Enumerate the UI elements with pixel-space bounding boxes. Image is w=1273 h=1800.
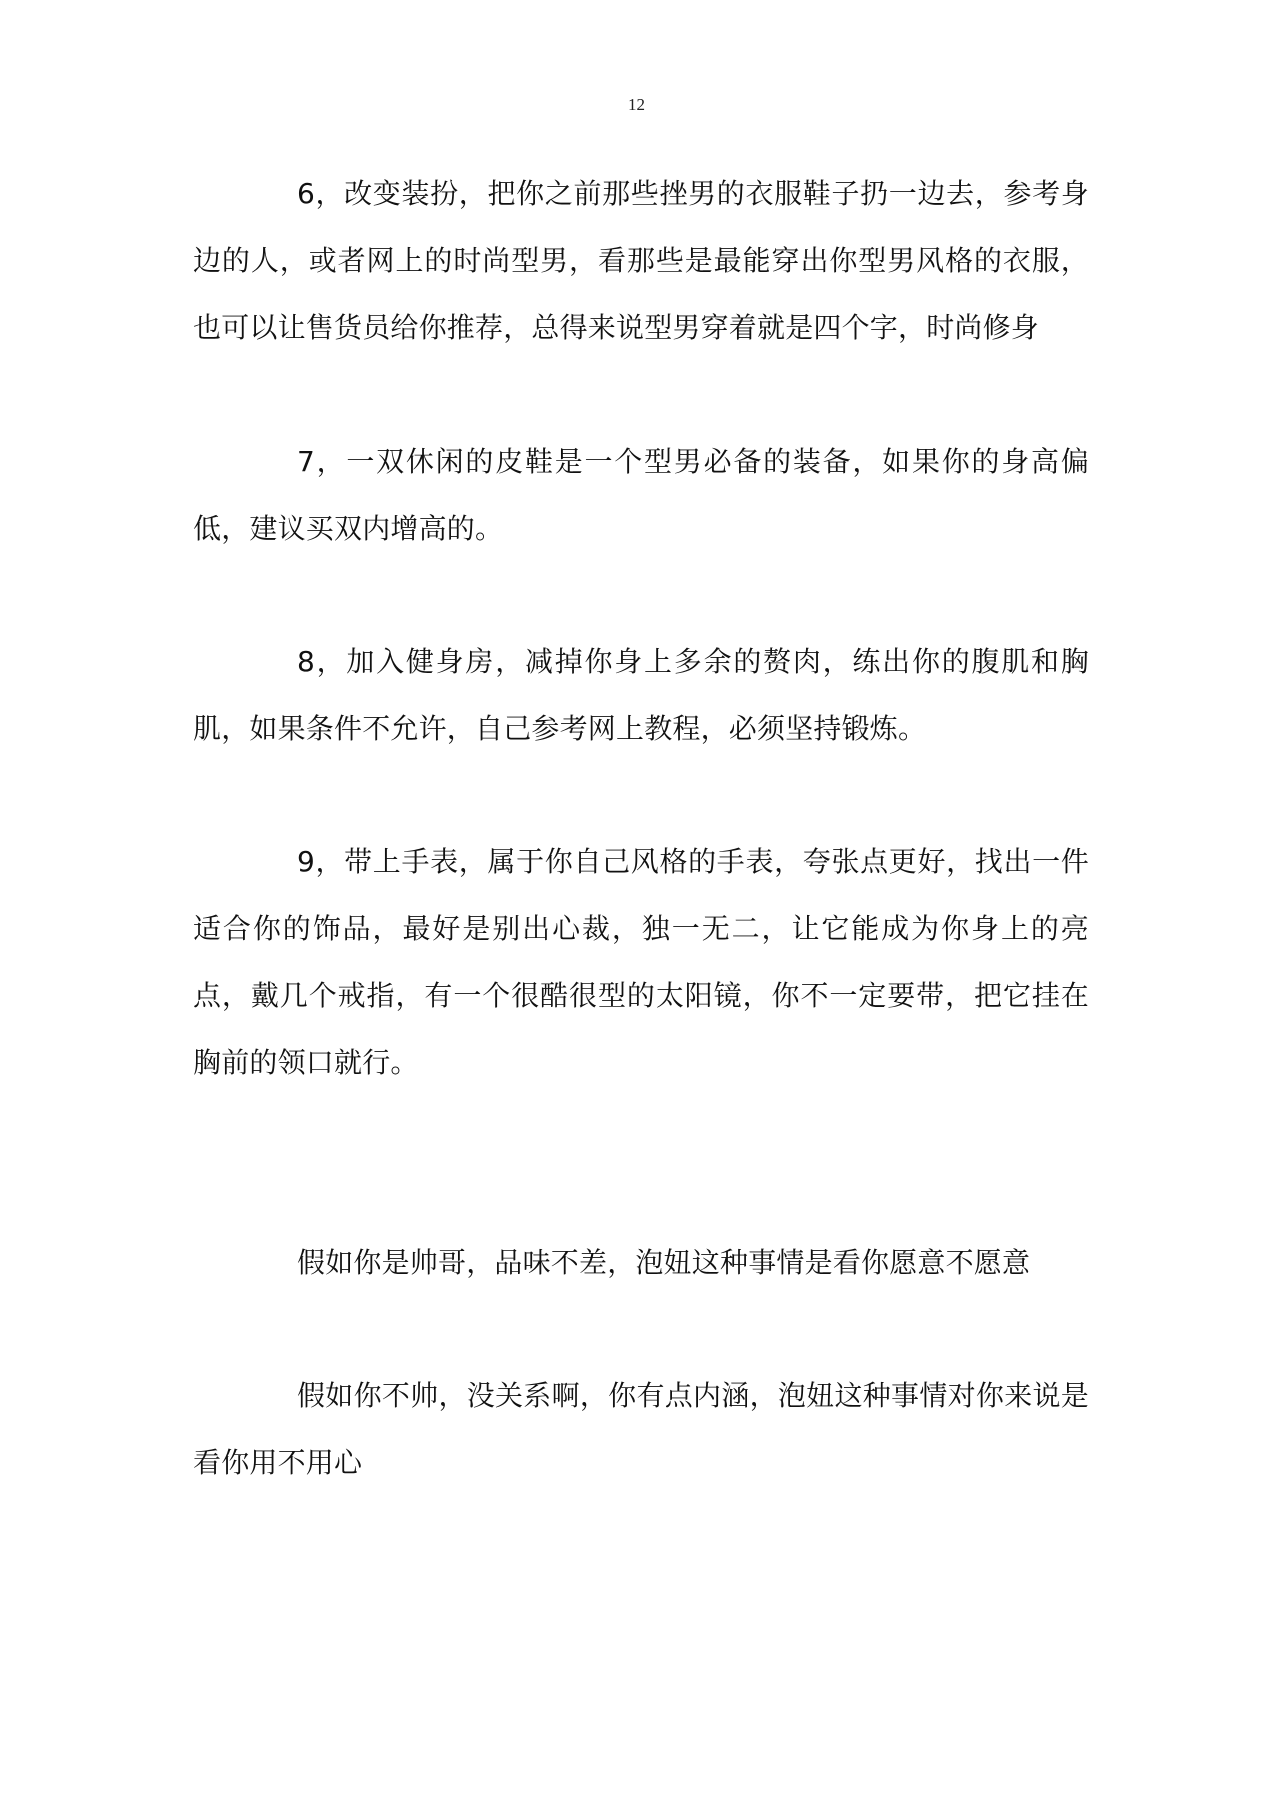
page-number: 12 bbox=[628, 95, 645, 114]
paragraph-item-7: 7，一双休闲的皮鞋是一个型男必备的装备，如果你的身高偏低，建议买双内增高的。 bbox=[193, 445, 1089, 545]
paragraph-item-8: 8，加入健身房，减掉你身上多余的赘肉，练出你的腹肌和胸肌，如果条件不允许，自己参考网上教程，必须坚持锻炼。 bbox=[193, 645, 1089, 745]
paragraph-item-6: 6，改变装扮，把你之前那些挫男的衣服鞋子扔一边去，参考身边的人，或者网上的时尚型男，看那些是最能穿出你型男风格的衣服，也可以让售货员给你推荐，总得来说型男穿着就是四个字，时尚修身 bbox=[193, 177, 1089, 344]
paragraph-item-9: 9，带上手表，属于你自己风格的手表，夸张点更好，找出一件适合你的饰品，最好是别出心裁，独一无二，让它能成为你身上的亮点，戴几个戒指，有一个很酷很型的太阳镜，你不一定要带，把它挂在胸前的领口就行。 bbox=[193, 845, 1089, 1079]
paragraph-handsome: 假如你是帅哥，品味不差，泡妞这种事情是看你愿意不愿意 bbox=[297, 1246, 1031, 1279]
document-body bbox=[193, 160, 1089, 1496]
paragraph-not-handsome: 假如你不帅，没关系啊，你有点内涵，泡妞这种事情对你来说是看你用不用心 bbox=[193, 1379, 1089, 1479]
